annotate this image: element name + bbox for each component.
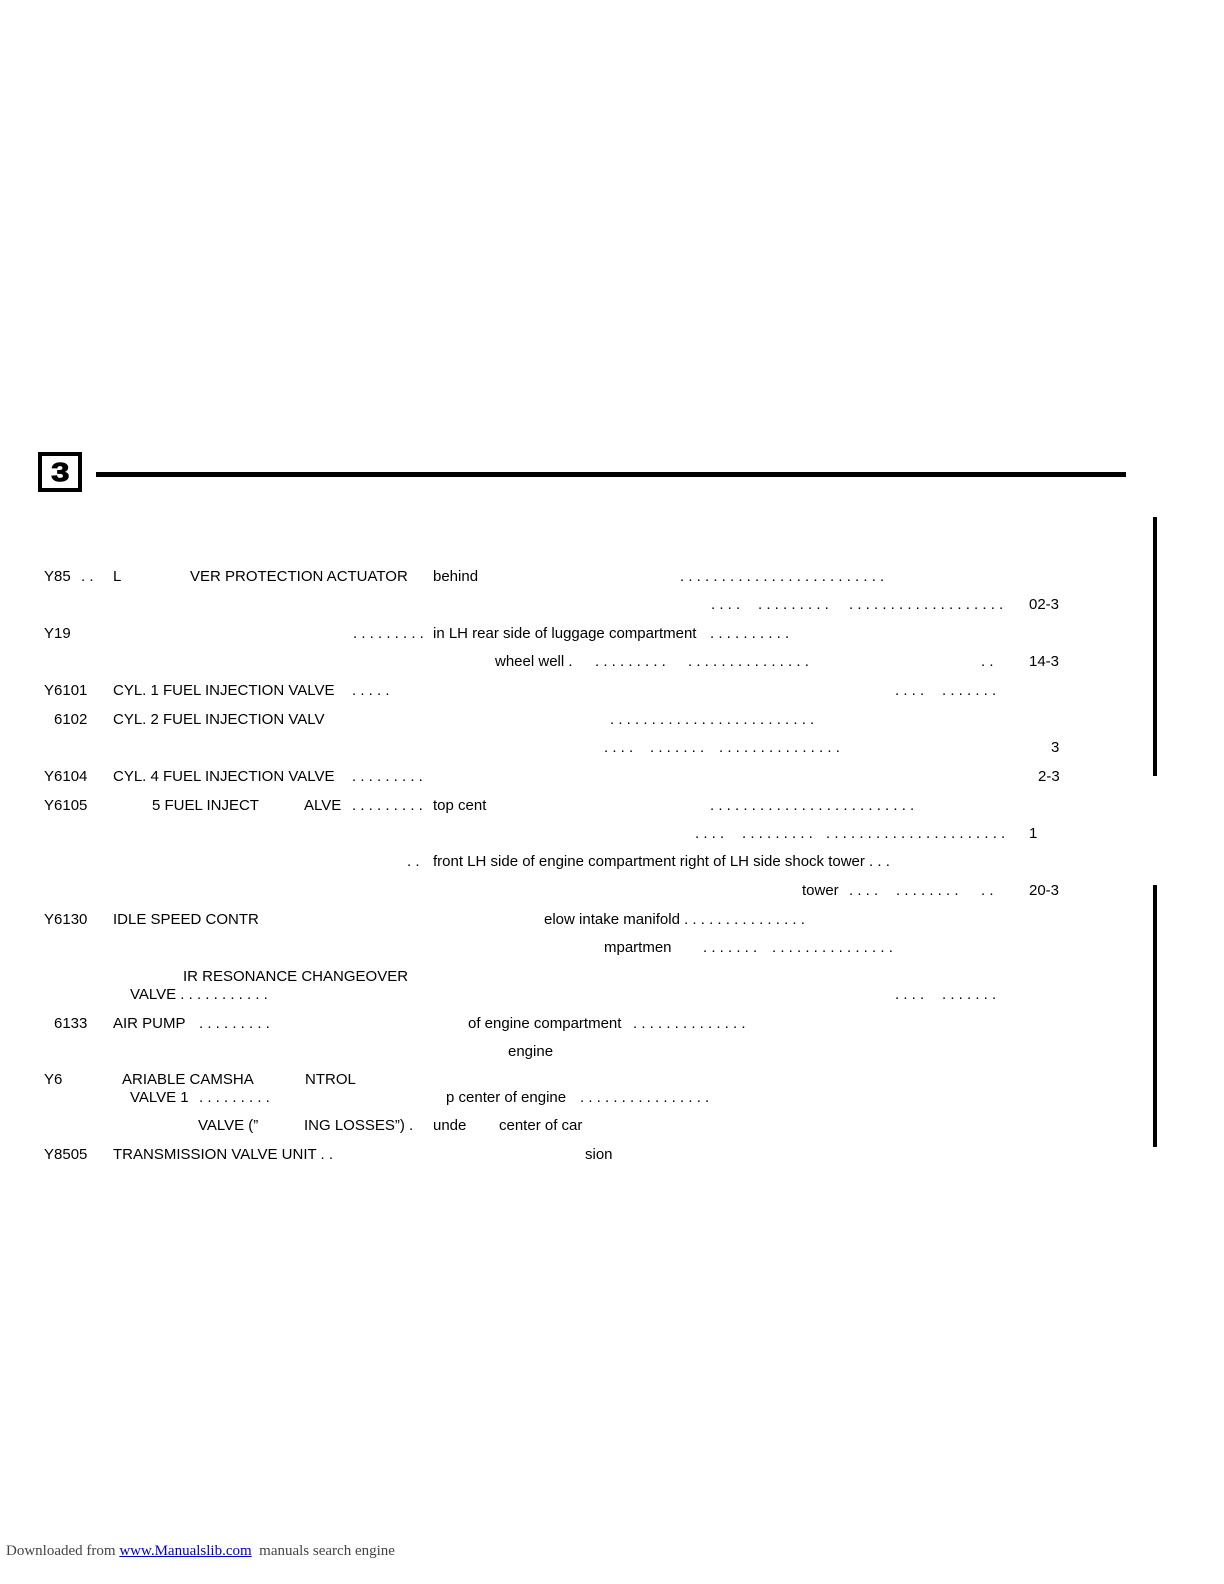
row-text: . . . . . . . . . . . . . . . — [688, 653, 809, 670]
row-text: 1 — [1029, 825, 1038, 842]
row-text: . . . . . . . — [942, 986, 997, 1003]
row-text: 3 — [1051, 739, 1060, 756]
row-text: . . . . . . . . . — [353, 625, 424, 642]
row-text: L — [113, 568, 122, 585]
row-text: p center of engine — [446, 1089, 567, 1106]
row-text: 20-3 — [1029, 882, 1060, 899]
row-text: CYL. 2 FUEL INJECTION VALV — [113, 711, 325, 728]
row-text: IR RESONANCE CHANGEOVER — [183, 968, 409, 985]
row-text: Y6101 — [44, 682, 88, 699]
row-text: NTROL — [305, 1071, 356, 1088]
row-text: 5 FUEL INJECT — [152, 797, 259, 814]
row-text: . . . . — [711, 596, 741, 613]
footer — [6, 1543, 395, 1560]
row-text: unde — [433, 1117, 467, 1134]
row-text: . . . . . . . . . . . . . . . . . . . . . . . . . — [680, 568, 885, 585]
row-text: . . . . . . . . . — [758, 596, 829, 613]
row-text: elow intake manifold . . . . . . . . . . . . . . . — [544, 911, 805, 928]
row-text: . . . . . . . . . . . . . . . . . . . — [849, 596, 1004, 613]
footer-suffix: manuals search engine — [251, 1543, 395, 1559]
header-rule — [96, 472, 1126, 477]
row-text: center of car — [499, 1117, 583, 1134]
row-text: . . — [407, 853, 420, 870]
row-text: . . . . . — [352, 682, 390, 699]
row-text: 6102 — [54, 711, 88, 728]
edge-bar-upper — [1153, 517, 1157, 776]
row-text: front LH side of engine compartment right of LH side shock tower . . . — [433, 853, 890, 870]
row-text: ING LOSSES”) . — [304, 1117, 414, 1134]
row-text: Y6104 — [44, 768, 88, 785]
row-text: VALVE (” — [198, 1117, 259, 1134]
row-text: top cent — [433, 797, 487, 814]
row-text: 2-3 — [1038, 768, 1060, 785]
row-text: . . — [981, 653, 994, 670]
row-text: . . . . . . . . . . . . . . — [633, 1015, 746, 1032]
row-text: IDLE SPEED CONTR — [113, 911, 259, 928]
row-text: . . . . . . . . . — [595, 653, 666, 670]
row-text: . . . . — [895, 682, 925, 699]
row-text: VALVE . . . . . . . . . . . — [130, 986, 268, 1003]
row-text: . . . . . . . . . . . . . . . . . . . . . . — [826, 825, 1006, 842]
row-text: . . . . . . . — [703, 939, 758, 956]
row-text: engine — [508, 1043, 554, 1060]
row-text: Y6130 — [44, 911, 88, 928]
row-text: . . . . . . . . . . . . . . . . . . . . . . . . . — [710, 797, 915, 814]
row-text: TRANSMISSION VALVE UNIT . . — [113, 1146, 334, 1163]
row-text: . . . . . . . — [650, 739, 705, 756]
row-text: . . — [81, 568, 94, 585]
row-text: VALVE 1 — [130, 1089, 189, 1106]
row-text: . . . . — [604, 739, 634, 756]
edge-bar-lower — [1153, 885, 1157, 1147]
row-text: . . . . . . . . . — [352, 797, 423, 814]
footer-prefix: Downloaded from — [6, 1543, 120, 1559]
row-text: . . — [981, 882, 994, 899]
row-text: . . . . . . . . . . . . . . . — [772, 939, 893, 956]
manualslib-link[interactable]: www.Manualslib.com — [119, 1543, 252, 1559]
row-text: Y6 — [44, 1071, 63, 1088]
row-text: . . . . — [849, 882, 879, 899]
row-text: 6133 — [54, 1015, 88, 1032]
row-text: . . . . . . . . . . . . . . . — [719, 739, 840, 756]
row-text: Y6105 — [44, 797, 88, 814]
row-text: behind — [433, 568, 479, 585]
row-text: . . . . . . . — [942, 682, 997, 699]
section-number-badge: 3 — [38, 452, 82, 492]
row-text: . . . . . . . . . — [199, 1015, 270, 1032]
row-text: Y19 — [44, 625, 71, 642]
row-text: mpartmen — [604, 939, 672, 956]
row-text: . . . . — [895, 986, 925, 1003]
row-text: tower — [802, 882, 839, 899]
row-text: . . . . . . . . — [896, 882, 959, 899]
row-text: . . . . — [695, 825, 725, 842]
row-text: Y8505 — [44, 1146, 88, 1163]
row-text: Y85 — [44, 568, 71, 585]
row-text: . . . . . . . . . . — [710, 625, 790, 642]
row-text: in LH rear side of luggage compartment — [433, 625, 697, 642]
row-text: . . . . . . . . . . . . . . . . — [580, 1089, 710, 1106]
row-text: VER PROTECTION ACTUATOR — [190, 568, 408, 585]
row-text: CYL. 4 FUEL INJECTION VALVE — [113, 768, 335, 785]
row-text: sion — [585, 1146, 613, 1163]
row-text: ARIABLE CAMSHA — [122, 1071, 254, 1088]
row-text: ALVE — [304, 797, 342, 814]
row-text: 02-3 — [1029, 596, 1060, 613]
row-text: CYL. 1 FUEL INJECTION VALVE — [113, 682, 335, 699]
row-text: . . . . . . . . . — [742, 825, 813, 842]
row-text: . . . . . . . . . . . . . . . . . . . . . . . . . — [610, 711, 815, 728]
row-text: AIR PUMP — [113, 1015, 186, 1032]
row-text: of engine compartment — [468, 1015, 622, 1032]
row-text: . . . . . . . . . — [352, 768, 423, 785]
row-text: wheel well . — [495, 653, 573, 670]
row-text: 14-3 — [1029, 653, 1060, 670]
row-text: . . . . . . . . . — [199, 1089, 270, 1106]
